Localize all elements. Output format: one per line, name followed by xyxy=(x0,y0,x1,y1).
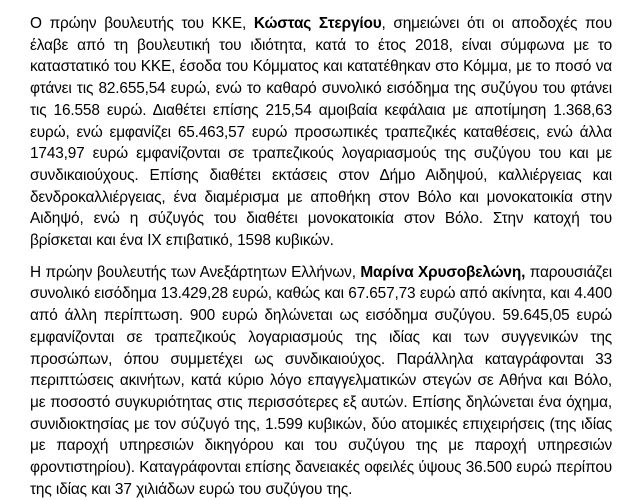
paragraph-stergiou-text-post: , σημειώνει ότι οι αποδοχές που έλαβε από τη βουλευτική του ιδιότητα, κατά το έτος 2018, είναι σύμφωνα με το καταστατικό του ΚΚΕ, έσοδα του Κόμματος και κατατέθηκαν στο Κόμμα, με το ποσό να φτάνει τις 82.655,54 ευρώ, ενώ το καθαρό συνολικό εισόδημα της συζύγου του φτάνει τις 16.558 ευρώ. Διαθέτει επίσης 215,54 αμοιβαία κεφάλαια με αποτίμηση 1.368,63 ευρώ, ενώ εμφανίζει 65.463,57 ευρώ προσωπικές τραπεζικές καταθέσεις, ενώ άλλα 1743,97 ευρώ εμφανίζονται σε τραπεζικούς λογαριασμούς της συζύγου του και με συνδικαιούχους. Επίσης διαθέτει εκτάσεις στον Δήμο Αιδηψού, καλλιέργειας και δενδροκαλλιέργειας, ένα διαμέρισμα με αποθήκη στον Βόλο και μονοκατοικία στην Αιδηψό, ενώ η σύζυγός του διαθέτει μονοκατοικία στον Βόλο. Στην κατοχή του βρίσκεται και ένα ΙΧ επιβατικό, 1598 κυβικών. xyxy=(30,15,612,250)
paragraph-chrysoveloni-text-pre: Η πρώην βουλευτής των Ανεξάρτητων Ελλήνων, xyxy=(30,263,361,281)
paragraph-chrysoveloni xyxy=(30,262,612,500)
paragraph-stergiou xyxy=(30,13,612,252)
paragraph-chrysoveloni-bold-name: Μαρίνα Χρυσοβελώνη, xyxy=(360,263,526,281)
paragraph-chrysoveloni-text-post: παρουσιάζει συνολικό εισόδημα 13.429,28 ευρώ, καθώς και 67.657,73 ευρώ από ακίνητα, και 4.400 από άλλη περίπτωση. 900 ευρώ δηλώνεται ως εισόδημα συζύγου. 59.645,05 ευρώ εμφανίζονται σε τραπεζικούς λογαριασμούς της ιδίας και των συγγενικών της προσώπων, όπου συμμετέχει ως συνδικαιούχος. Παράλληλα καταγράφονται 33 περιπτώσεις ακινήτων, κατά κύριο λόγο επαγγελματικών στεγών σε Αθήνα και Βόλο, με ποσοστό συγκυριότητας στις περισσότερες εξ αυτών. Επίσης δηλώνεται ένα όχημα, συνιδιοκτησίας με τον σύζυγό της, 1.599 κυβικών, δύο ατομικές επιχειρήσεις (της ιδίας με παροχή υπηρεσιών δικηγόρου και του συζύγου της με παροχή υπηρεσιών φροντιστηρίου). Καταγράφονται επίσης δανειακές οφειλές ύψους 36.500 ευρώ περίπου της ιδίας και 37 χιλιάδων ευρώ του συζύγου της. xyxy=(30,263,612,498)
paragraph-stergiou-text-pre: Ο πρώην βουλευτής του ΚΚΕ, xyxy=(30,15,254,32)
paragraph-stergiou-bold-name: Κώστας Στεργίου xyxy=(253,15,382,32)
